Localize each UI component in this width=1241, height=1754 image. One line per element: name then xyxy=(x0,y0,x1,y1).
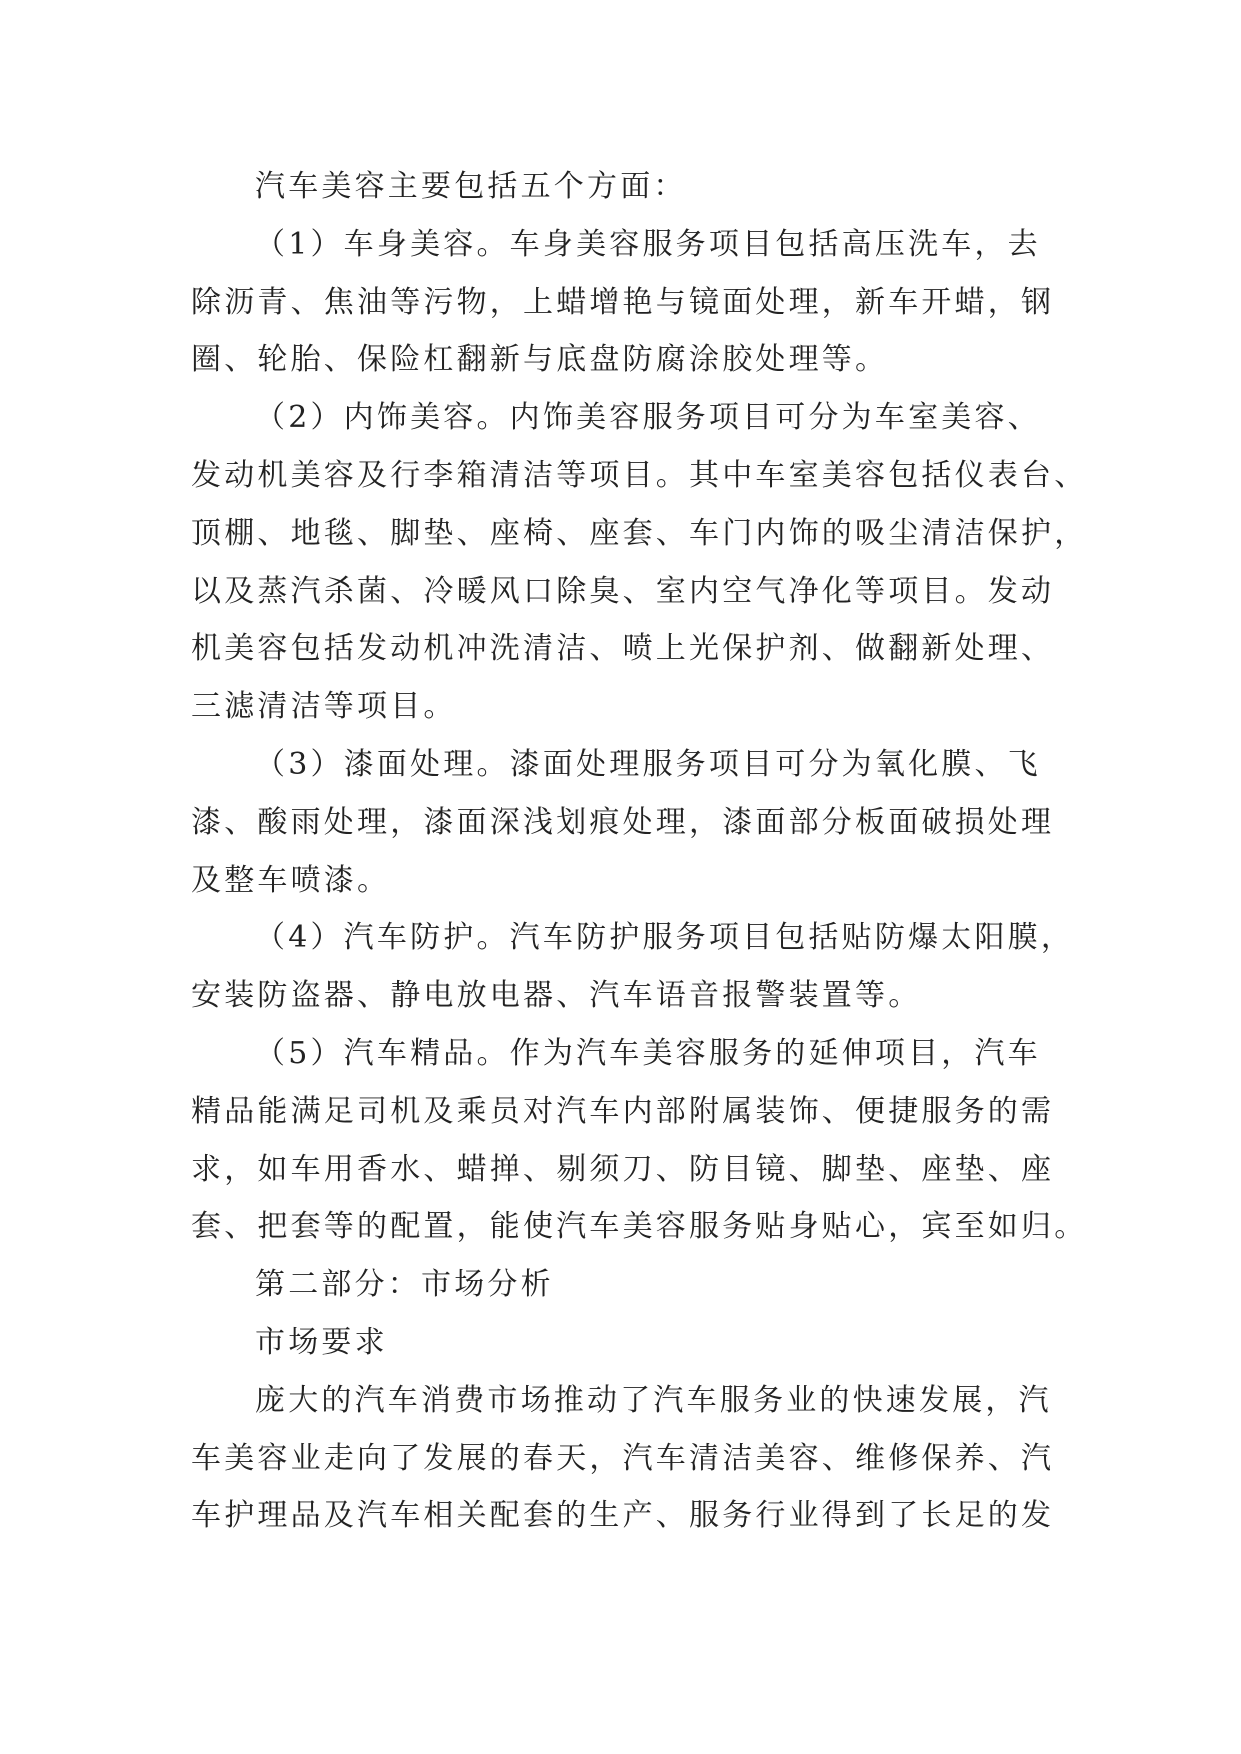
text-line: 第二部分：市场分析 xyxy=(255,1267,554,1303)
text-line: 漆、酸雨处理，漆面深浅划痕处理，漆面部分板面破损处理 xyxy=(191,804,1055,840)
text-line: 机美容包括发动机冲洗清洁、喷上光保护剂、做翻新处理、 xyxy=(191,631,1055,667)
text-line: 市场要求 xyxy=(255,1324,388,1360)
text-line: 套、把套等的配置，能使汽车美容服务贴身贴心，宾至如归。 xyxy=(191,1209,1088,1245)
text-line: 车美容业走向了发展的春天，汽车清洁美容、维修保养、汽 xyxy=(191,1440,1055,1476)
text-line: 安装防盗器、静电放电器、汽车语音报警装置等。 xyxy=(191,978,922,1014)
text-line: （1）车身美容。车身美容服务项目包括高压洗车，去 xyxy=(255,226,1041,262)
document-body xyxy=(191,158,1088,1545)
text-line: （5）汽车精品。作为汽车美容服务的延伸项目，汽车 xyxy=(255,1035,1041,1071)
text-line: 庞大的汽车消费市场推动了汽车服务业的快速发展，汽 xyxy=(255,1382,1052,1418)
text-line: 以及蒸汽杀菌、冷暖风口除臭、室内空气净化等项目。发动 xyxy=(191,573,1055,609)
text-line: 求，如车用香水、蜡掸、剔须刀、防目镜、脚垫、座垫、座 xyxy=(191,1151,1055,1187)
text-line: （4）汽车防护。汽车防护服务项目包括贴防爆太阳膜， xyxy=(255,920,1075,956)
text-line: 车护理品及汽车相关配套的生产、服务行业得到了长足的发 xyxy=(191,1498,1055,1534)
text-line: （2）内饰美容。内饰美容服务项目可分为车室美容、 xyxy=(255,400,1041,436)
text-line: 三滤清洁等项目。 xyxy=(191,689,457,725)
text-line: 汽车美容主要包括五个方面： xyxy=(255,169,687,204)
text-line: 精品能满足司机及乘员对汽车内部附属装饰、便捷服务的需 xyxy=(191,1093,1055,1129)
text-line: 发动机美容及行李箱清洁等项目。其中车室美容包括仪表台、 xyxy=(191,457,1088,493)
text-line: 除沥青、焦油等污物，上蜡增艳与镜面处理，新车开蜡，钢 xyxy=(191,284,1055,320)
text-line: 及整车喷漆。 xyxy=(191,862,391,898)
text-line: 圈、轮胎、保险杠翻新与底盘防腐涂胶处理等。 xyxy=(191,342,889,378)
text-line: 顶棚、地毯、脚垫、座椅、座套、车门内饰的吸尘清洁保护， xyxy=(191,515,1088,551)
text-line: （3）漆面处理。漆面处理服务项目可分为氧化膜、飞 xyxy=(255,746,1041,782)
